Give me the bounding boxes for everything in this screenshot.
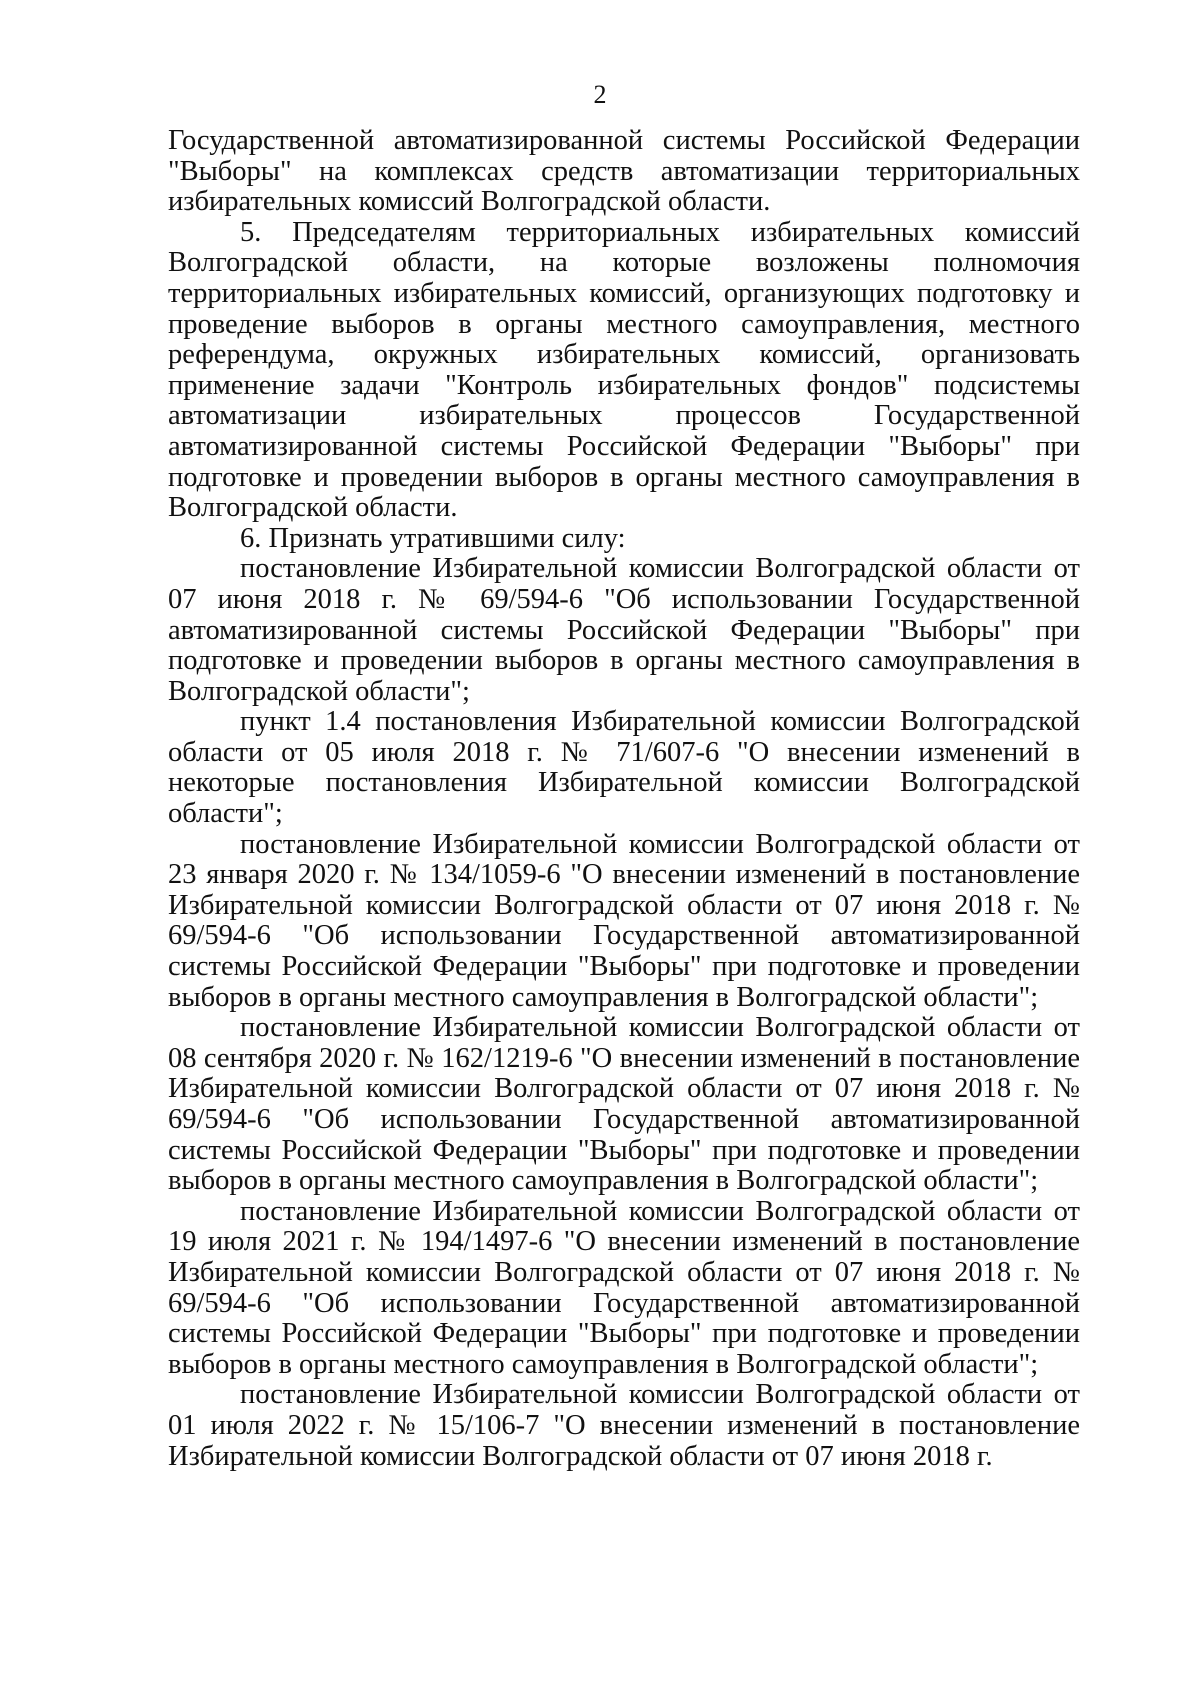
paragraph-item-5: 5. Председателям территориальных избирательных комиссий Волгоградской области, на которые возложены полномочия территориальных избирательных комиссий, организующих подготовку и проведение выборов в органы местного самоуправления, местного референдума, окружных избирательных комиссий, организовать применение задачи "Контроль избирательных фондов" подсистемы автоматизации избирательных процессов Государственной автоматизированной системы Российской Федерации "Выборы" при подготовке и проведении выборов в органы местного самоуправления в Волгоградской области.	[168, 216, 1080, 524]
document-body	[168, 126, 1080, 1472]
repealed-act-6: постановление Избирательной комиссии Волгоградской области от 01 июля 2022 г. № 15/106-7 "О внесении изменений в постановление Избирательной комиссии Волгоградской области от 07 июня 2018 г.	[168, 1379, 1080, 1472]
paragraph-item-6: 6. Признать утратившими силу:	[240, 522, 626, 554]
repealed-act-5: постановление Избирательной комиссии Волгоградской области от 19 июля 2021 г. № 194/1497-6 "О внесении изменений в постановление Избирательной комиссии Волгоградской области от 07 июня 2018 г. № 69/594-6 "Об использовании Государственной автоматизированной системы Российской Федерации "Выборы" при подготовке и проведении выборов в органы местного самоуправления в Волгоградской области";	[168, 1195, 1080, 1380]
repealed-act-4: постановление Избирательной комиссии Волгоградской области от 08 сентября 2020 г. № 162/1219-6 "О внесении изменений в постановление Избирательной комиссии Волгоградской области от 07 июня 2018 г. № 69/594-6 "Об использовании Государственной автоматизированной системы Российской Федерации "Выборы" при подготовке и проведении выборов в органы местного самоуправления в Волгоградской области";	[168, 1012, 1080, 1197]
repealed-act-2: пункт 1.4 постановления Избирательной комиссии Волгоградской области от 05 июля 2018 г. № 71/607-6 "О внесении изменений в некоторые постановления Избирательной комиссии Волгоградской области";	[168, 706, 1080, 830]
repealed-act-3: постановление Избирательной комиссии Волгоградской области от 23 января 2020 г. № 134/1059-6 "О внесении изменений в постановление Избирательной комиссии Волгоградской области от 07 июня 2018 г. № 69/594-6 "Об использовании Государственной автоматизированной системы Российской Федерации "Выборы" при подготовке и проведении выборов в органы местного самоуправления в Волгоградской области";	[168, 828, 1080, 1013]
paragraph-continuation: Государственной автоматизированной системы Российской Федерации "Выборы" на комплексах средств автоматизации территориальных избирательных комиссий Волгоградской области.	[168, 125, 1080, 218]
repealed-act-1: постановление Избирательной комиссии Волгоградской области от 07 июня 2018 г. № 69/594-6 "Об использовании Государственной автоматизированной системы Российской Федерации "Выборы" при подготовке и проведении выборов в органы местного самоуправления в Волгоградской области";	[168, 553, 1080, 707]
page-number: 2	[593, 80, 607, 109]
